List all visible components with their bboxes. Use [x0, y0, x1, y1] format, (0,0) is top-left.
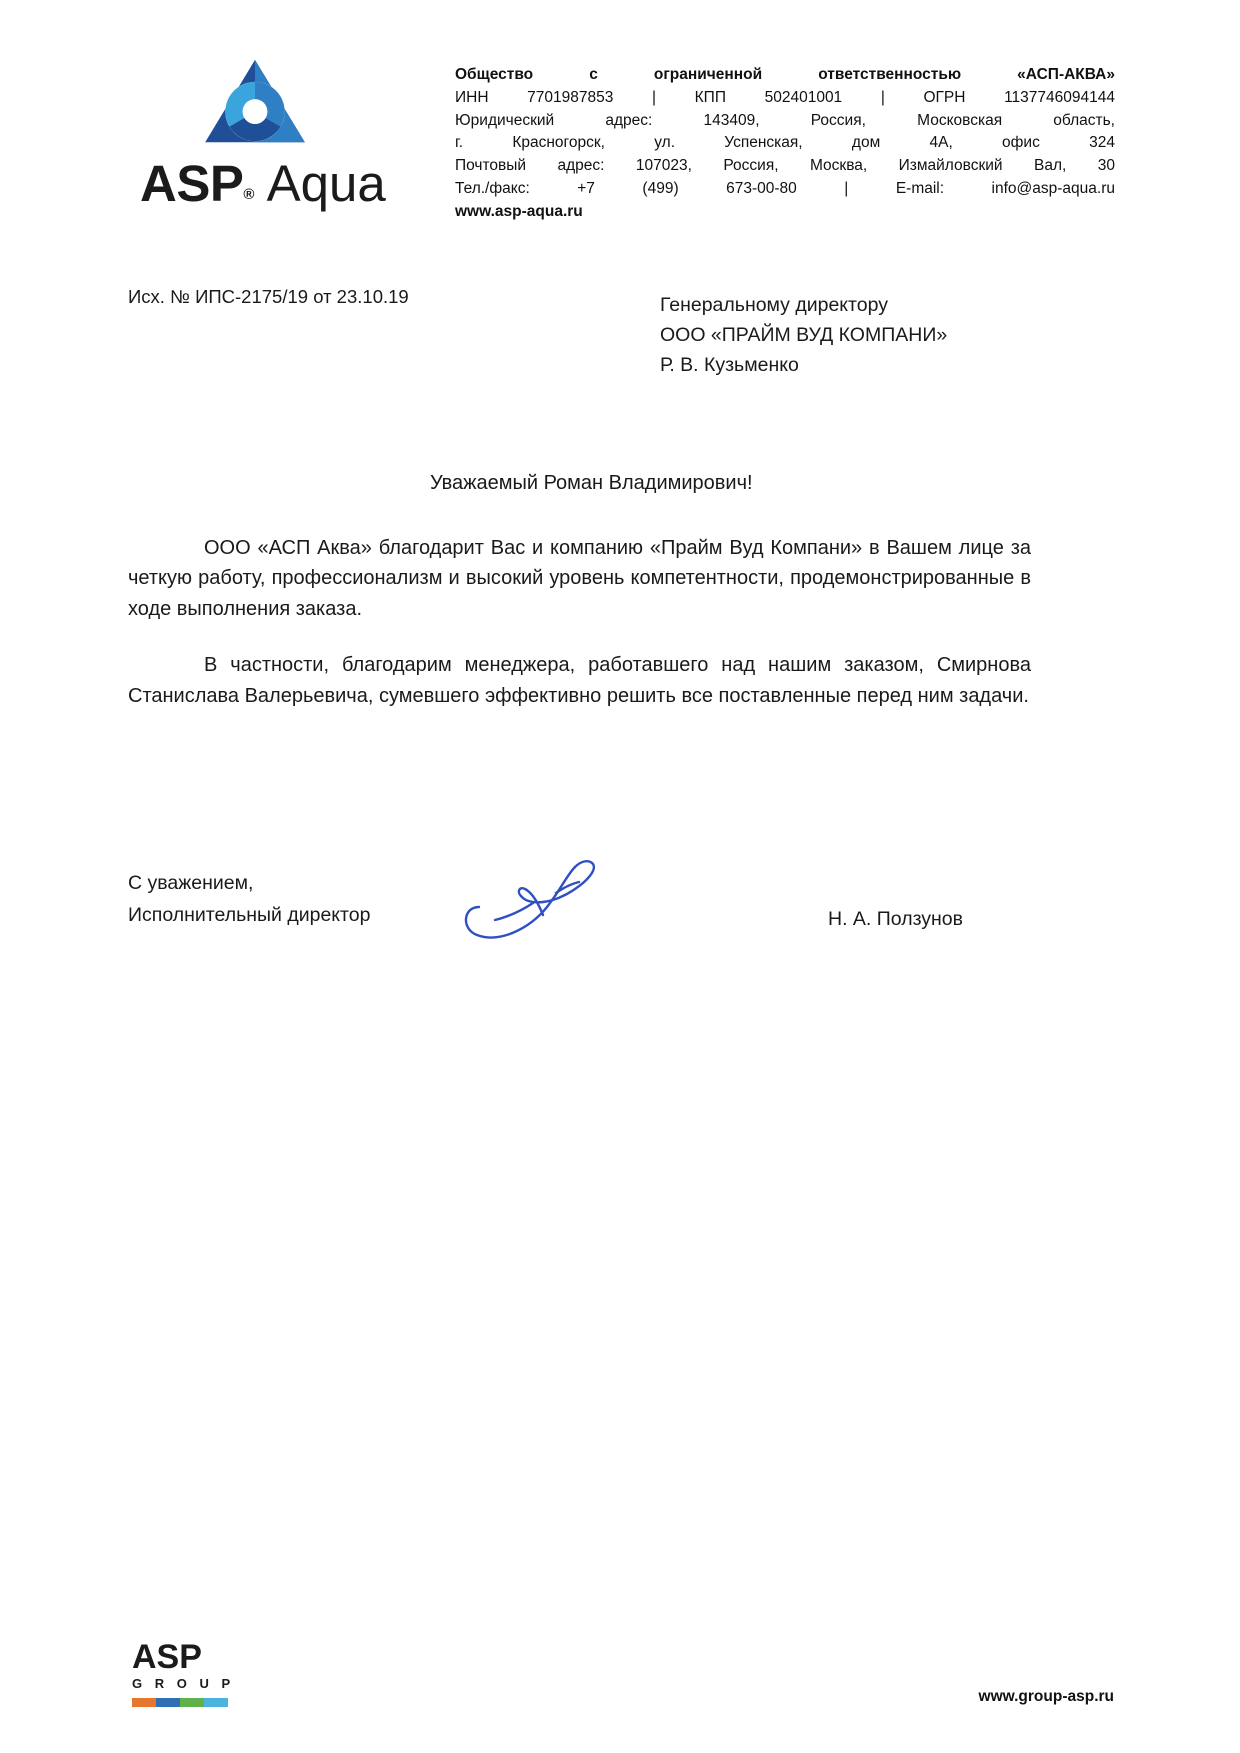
signature-block: [128, 868, 370, 931]
company-website: www.asp-aqua.ru: [455, 202, 583, 220]
footer-logo-asp: ASP: [132, 1638, 202, 1676]
company-postal-address: Почтовый адрес: 107023, Россия, Москва, Измайловский Вал, 30: [455, 157, 1115, 175]
addressee-company: ООО «ПРАЙМ ВУД КОМПАНИ»: [660, 324, 948, 347]
salutation: Уважаемый Роман Владимирович!: [430, 472, 753, 494]
logo-wordmark: [140, 154, 400, 213]
footer-logo: [132, 1640, 242, 1707]
company-logo: [140, 56, 400, 213]
logo-registered-mark: ®: [243, 186, 254, 203]
signature-position: Исполнительный директор: [128, 903, 371, 926]
letter-paragraph-1: ООО «АСП Аква» благодарит Вас и компанию «Прайм Вуд Компани» в Вашем лице за четкую работу, профессионализм и высокий уровень компетентности, продемонстрированные в ходе выполнения заказа.: [128, 537, 1031, 620]
signature-closing: С уважением,: [128, 872, 254, 894]
company-registration-ids: ИНН 7701987853 | КПП 502401001 | ОГРН 1137746094144: [455, 88, 1115, 106]
footer-website: www.group-asp.ru: [978, 1688, 1114, 1705]
company-legal-address-line2: г. Красногорск, ул. Успенская, дом 4А, офис 324: [455, 134, 1115, 152]
handwritten-signature-icon: [455, 845, 665, 960]
addressee-name: Р. В. Кузьменко: [660, 354, 799, 377]
outgoing-reference-number: Исх. № ИПС-2175/19 от 23.10.19: [128, 286, 409, 307]
company-legal-address-line1: Юридический адрес: 143409, Россия, Московская область,: [455, 111, 1115, 129]
letter-body: [128, 533, 1031, 711]
letter-paragraph-2: В частности, благодарим менеджера, работавшего над нашим заказом, Смирнова Станислава Валерьевича, сумевшего эффективно решить все поставленные перед ним задачи.: [128, 654, 1031, 707]
signatory-name: Н. А. Ползунов: [828, 908, 964, 930]
logo-wordmark-asp: ASP: [140, 155, 244, 212]
company-details: [455, 64, 1115, 223]
addressee-block: [660, 290, 947, 381]
company-contacts: Тел./факс: +7 (499) 673-00-80 | E-mail: info@asp-aqua.ru: [455, 179, 1115, 197]
company-name: Общество с ограниченной ответственностью «АСП-АКВА»: [455, 66, 1115, 83]
footer-color-bar-icon: [132, 1698, 228, 1707]
addressee-position: Генеральному директору: [660, 294, 888, 316]
logo-wordmark-aqua: Aqua: [266, 155, 386, 212]
letterhead: [0, 48, 1240, 228]
asp-aqua-emblem-icon: [196, 56, 314, 148]
footer-logo-group: G R O U P: [132, 1676, 235, 1691]
